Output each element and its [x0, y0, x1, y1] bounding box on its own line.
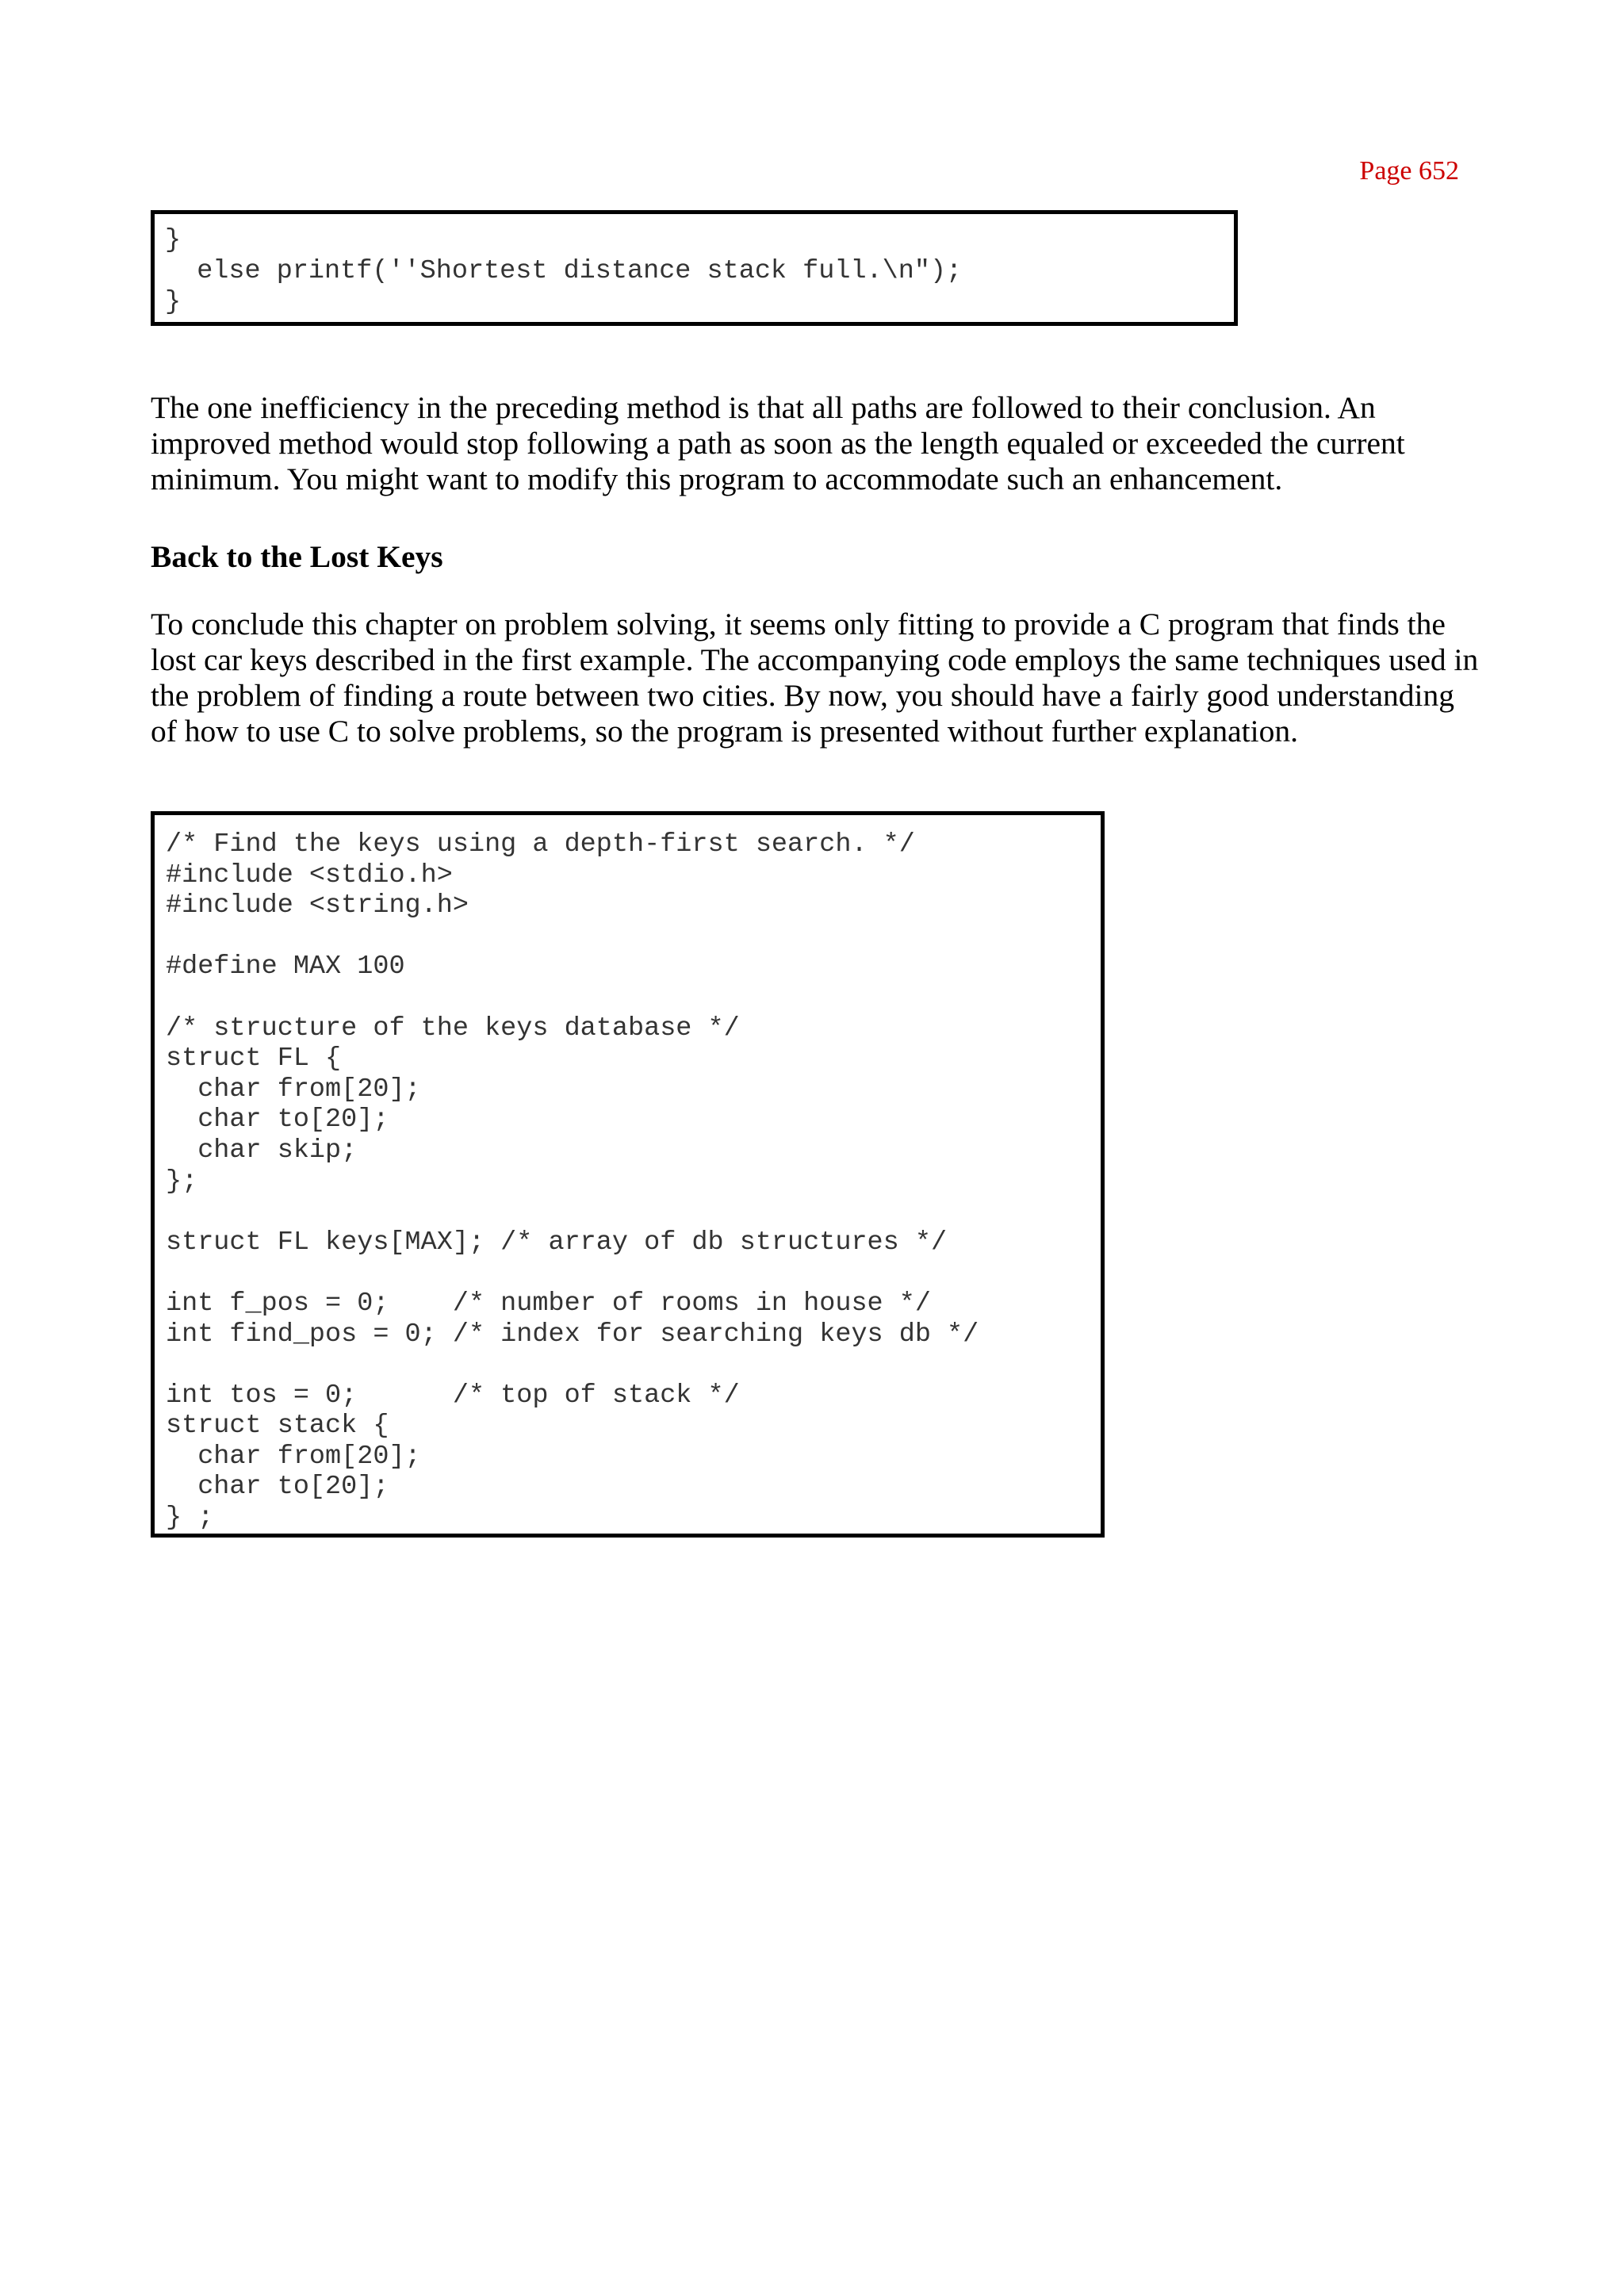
body-paragraph-inefficiency: The one inefficiency in the preceding method is that all paths are followed to their conclusion. An improved method would stop following a path as soon as the length equaled or exceeded the current minimum. You might want to modify this program to accommodate such an enhancement. — [151, 390, 1405, 496]
section-heading: Back to the Lost Keys — [151, 539, 443, 574]
body-paragraph-conclusion: To conclude this chapter on problem solving, it seems only fitting to provide a C program that finds the lost car keys described in the first example. The accompanying code employs the same techniques used in the problem of finding a route between two cities. By now, you should have a fairly good understanding of how to use C to solve problems, so the program is presented without further explanation. — [151, 607, 1479, 749]
code-text: /* Find the keys using a depth-first search. */ #include <stdio.h> #include <string.h> #define MAX 100 /* structure of the keys database */ struct FL { char from[20]; char to[20]; char skip; }; struct FL keys[MAX]; /* array of db structures */ int f_pos = 0; /* number of rooms in house */ int find_pos = 0; /* index for searching keys db */ int tos = 0; /* top of stack */ struct stack { char from[20]; char to[20]; } ; — [166, 829, 979, 1534]
page-number: Page 652 — [1359, 156, 1459, 186]
code-listing-lost-keys — [151, 811, 1105, 1538]
code-text: } else printf(''Shortest distance stack full.\n"); } — [165, 225, 963, 317]
code-listing-continuation — [151, 210, 1238, 326]
